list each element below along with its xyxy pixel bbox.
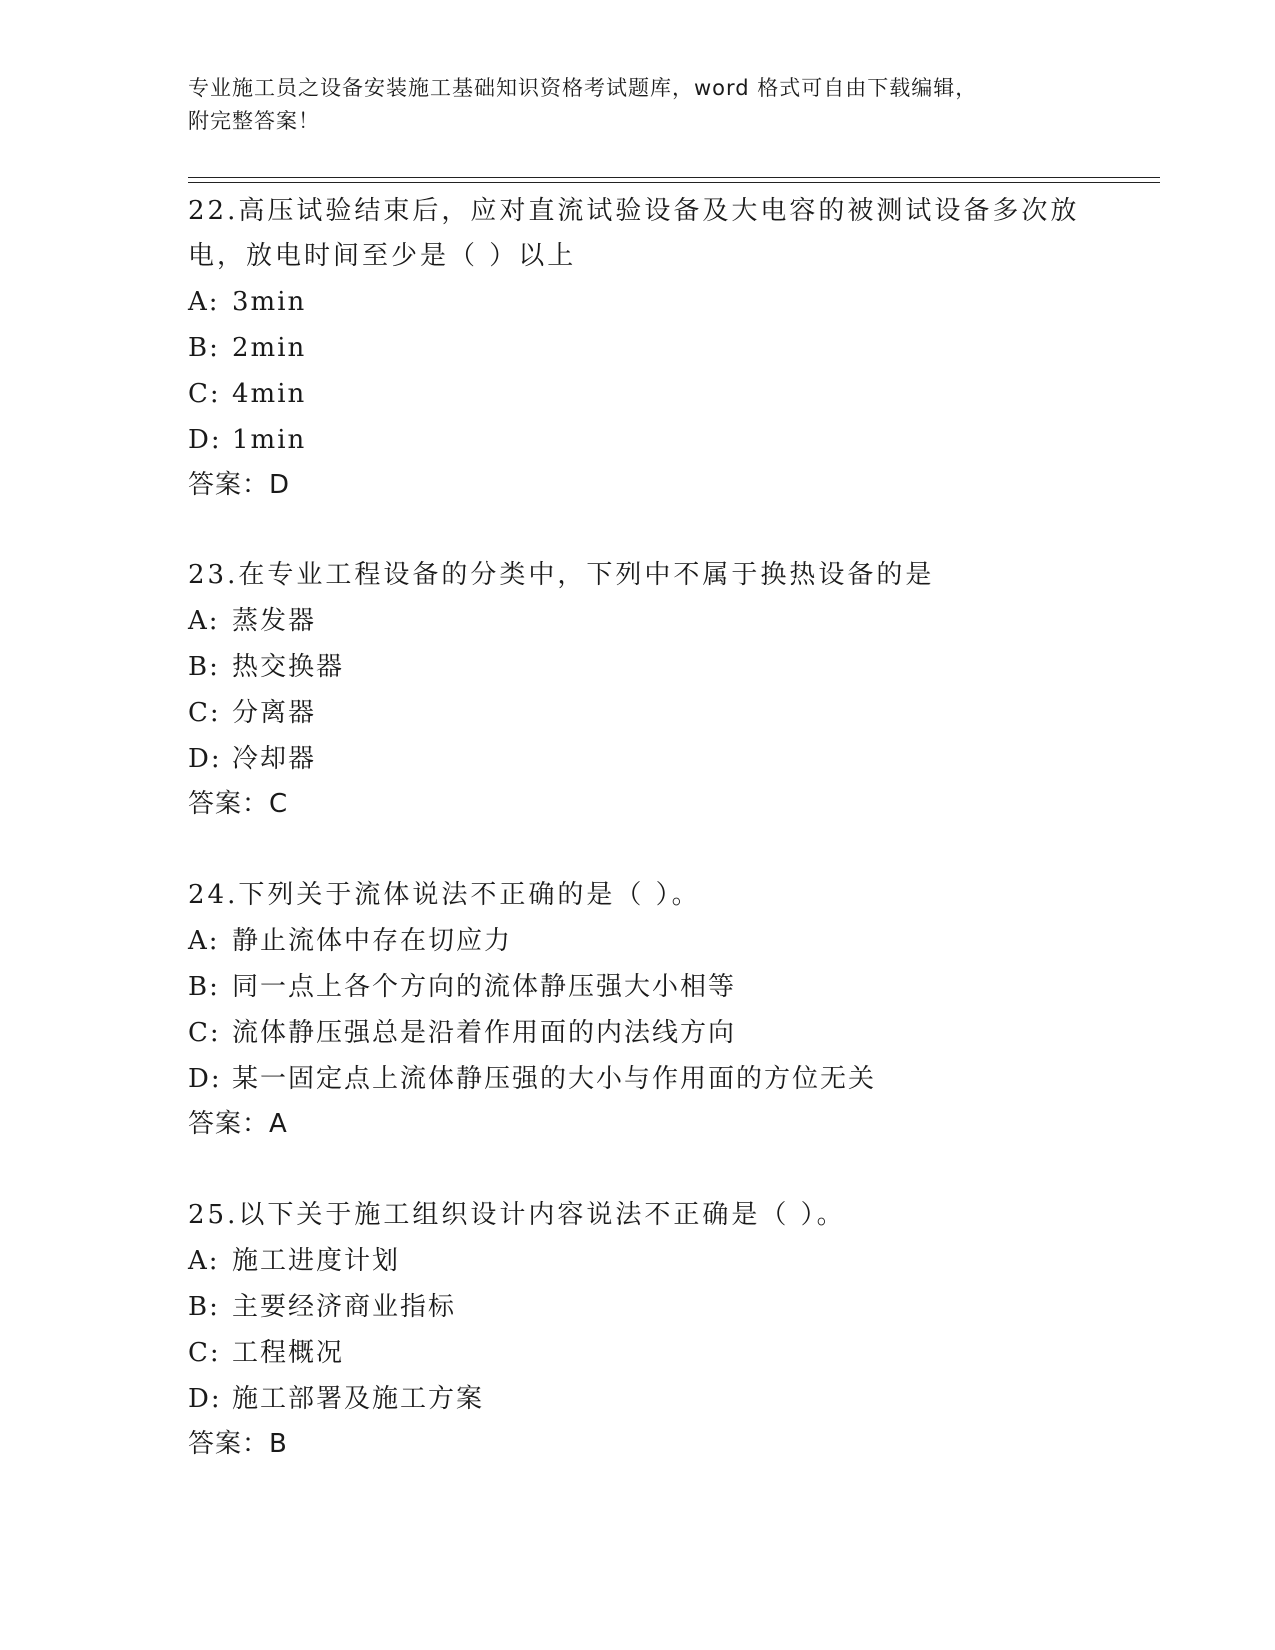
option-key: D: <box>188 1064 222 1094</box>
option-key: C: <box>188 1018 221 1048</box>
header-divider-top <box>188 177 1160 178</box>
option-text: 同一点上各个方向的流体静压强大小相等 <box>232 972 737 1002</box>
answer-line <box>188 782 1088 826</box>
document-header <box>188 72 1088 138</box>
question-stem-line-2: 电，放电时间至少是（ ）以上 <box>188 241 577 271</box>
question-stem <box>188 553 1088 598</box>
option-text: 施工进度计划 <box>232 1246 401 1276</box>
option-d <box>188 417 1088 463</box>
question-stem <box>188 189 1088 279</box>
option-key: D: <box>188 1384 222 1414</box>
answer-label: 答案： <box>188 470 270 500</box>
option-key: D: <box>188 425 222 455</box>
question-stem-line-1: 22.高压试验结束后，应对直流试验设备及大电容的被测试设备多次放 <box>188 196 1080 226</box>
option-d <box>188 1056 1088 1102</box>
question-stem-line-1: 25.以下关于施工组织设计内容说法不正确是（ ）。 <box>188 1200 846 1230</box>
option-a <box>188 279 1088 325</box>
option-d <box>188 736 1088 782</box>
question-24 <box>188 873 1088 1146</box>
option-b <box>188 325 1088 371</box>
question-25 <box>188 1193 1088 1466</box>
answer-value: B <box>269 1429 288 1459</box>
option-text: 2min <box>232 333 307 363</box>
option-a <box>188 1238 1088 1284</box>
question-stem-line-1: 23.在专业工程设备的分类中，下列中不属于换热设备的是 <box>188 560 935 590</box>
option-key: A: <box>188 606 220 636</box>
option-key: C: <box>188 698 221 728</box>
option-text: 主要经济商业指标 <box>232 1292 457 1322</box>
option-text: 1min <box>232 425 307 455</box>
answer-value: C <box>269 789 289 819</box>
option-text: 热交换器 <box>232 652 345 682</box>
option-key: A: <box>188 926 220 956</box>
option-key: C: <box>188 1338 221 1368</box>
question-stem <box>188 1193 1088 1238</box>
option-text: 静止流体中存在切应力 <box>232 926 513 956</box>
option-text: 4min <box>232 379 307 409</box>
option-a <box>188 918 1088 964</box>
answer-label: 答案： <box>188 789 270 819</box>
answer-label: 答案： <box>188 1429 270 1459</box>
answer-value: D <box>269 470 291 500</box>
option-key: B: <box>188 1292 220 1322</box>
option-text: 蒸发器 <box>232 606 317 636</box>
answer-line <box>188 463 1088 507</box>
option-a <box>188 598 1088 644</box>
option-key: A: <box>188 1246 220 1276</box>
option-b <box>188 644 1088 690</box>
header-divider-bottom <box>188 182 1160 183</box>
answer-line <box>188 1102 1088 1146</box>
question-stem <box>188 873 1088 918</box>
option-text: 某一固定点上流体静压强的大小与作用面的方位无关 <box>232 1064 877 1094</box>
option-key: B: <box>188 333 220 363</box>
header-line-2: 附完整答案！ <box>188 109 320 133</box>
option-d <box>188 1376 1088 1422</box>
option-text: 分离器 <box>232 698 317 728</box>
option-b <box>188 1284 1088 1330</box>
option-c <box>188 690 1088 736</box>
option-key: B: <box>188 972 220 1002</box>
option-key: D: <box>188 744 222 774</box>
question-22 <box>188 189 1088 507</box>
header-line-1: 专业施工员之设备安装施工基础知识资格考试题库，word 格式可自由下载编辑， <box>188 76 978 100</box>
option-text: 施工部署及施工方案 <box>232 1384 485 1414</box>
option-key: B: <box>188 652 220 682</box>
option-key: C: <box>188 379 221 409</box>
option-c <box>188 1010 1088 1056</box>
option-c <box>188 1330 1088 1376</box>
option-text: 3min <box>232 287 307 317</box>
option-c <box>188 371 1088 417</box>
option-text: 流体静压强总是沿着作用面的内法线方向 <box>232 1018 737 1048</box>
answer-value: A <box>269 1109 288 1139</box>
option-key: A: <box>188 287 220 317</box>
question-stem-line-1: 24.下列关于流体说法不正确的是（ ）。 <box>188 880 701 910</box>
option-b <box>188 964 1088 1010</box>
answer-label: 答案： <box>188 1109 270 1139</box>
question-23 <box>188 553 1088 826</box>
option-text: 工程概况 <box>232 1338 345 1368</box>
option-text: 冷却器 <box>232 744 317 774</box>
answer-line <box>188 1422 1088 1466</box>
